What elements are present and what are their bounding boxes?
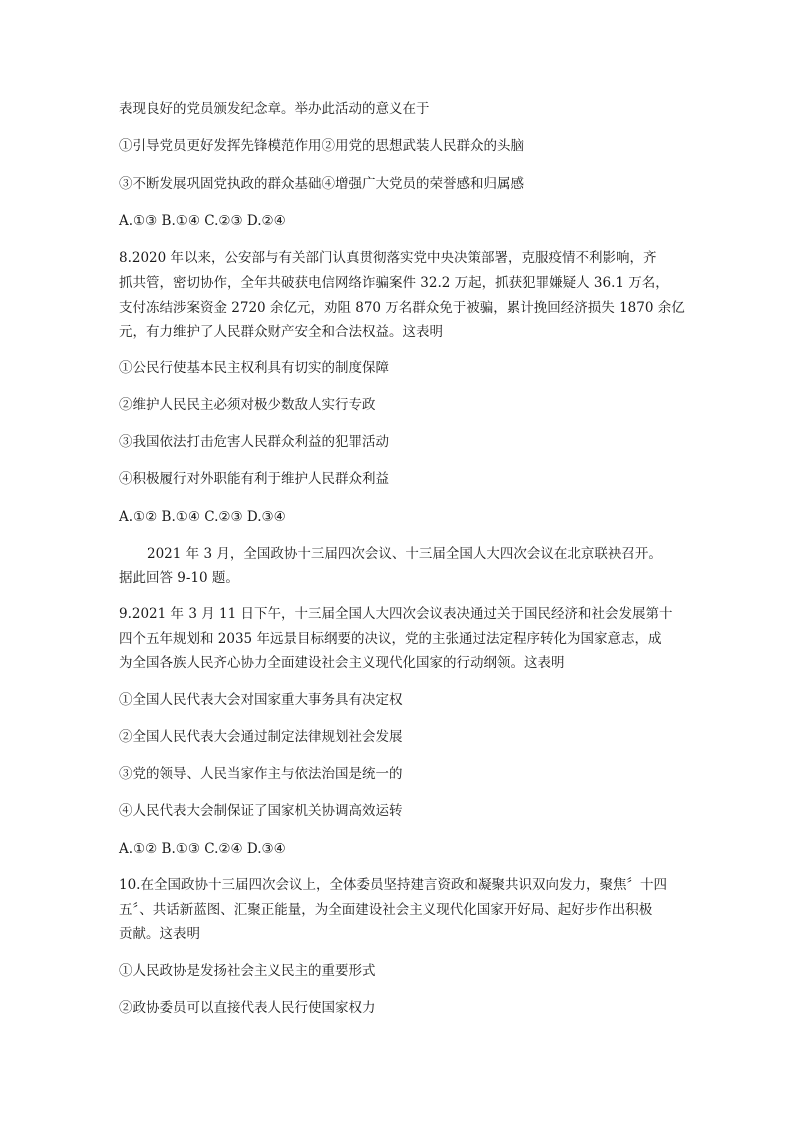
- q10-option-2: ②政协委员可以直接代表人民行使国家权力: [119, 1000, 376, 1016]
- q8-stem-line-4: 元，有力维护了人民群众财产安全和合法权益。这表明: [119, 324, 443, 340]
- q7-option-line-1: ①引导党员更好发挥先锋模范作用②用党的思想武装人民群众的头脑: [119, 138, 524, 154]
- q8-option-4: ④积极履行对外职能有利于维护人民群众利益: [119, 471, 389, 487]
- q9-stem-line-1: 9.2021 年 3 月 11 日下午，十三届全国人大四次会议表决通过关于国民经济和社会发展第十: [119, 606, 673, 622]
- q7-stem-tail: 表现良好的党员颁发纪念章。举办此活动的意义在于: [119, 101, 430, 117]
- q9-stem-line-2: 四个五年规划和 2035 年远景目标纲要的决议，党的主张通过法定程序转化为国家意志，成: [119, 631, 662, 647]
- q8-stem-line-1: 8.2020 年以来，公安部与有关部门认真贯彻落实党中央决策部署，克服疫情不利影响，齐: [119, 250, 657, 266]
- q10-stem-line-3: 贡献。这表明: [119, 926, 200, 942]
- q10-stem-line-1: 10.在全国政协十三届四次会议上，全体委员坚持建言资政和凝聚共识双向发力，聚焦〞十四: [119, 877, 667, 893]
- q8-option-1: ①公民行使基本民主权利具有切实的制度保障: [119, 360, 389, 376]
- q9-option-4: ④人民代表大会制保证了国家机关协调高效运转: [119, 803, 403, 819]
- q8-answer-choices: A.①② B.①④ C.②③ D.③④: [119, 509, 286, 525]
- q7-answer-choices: A.①③ B.①④ C.②③ D.②④: [119, 213, 286, 229]
- q8-stem-line-2: 抓共管，密切协作，全年共破获电信网络诈骗案件 32.2 万起，抓获犯罪嫌疑人 36.1 万名，: [119, 275, 669, 291]
- q10-stem-line-2: 五〞、共话新蓝图、汇聚正能量，为全面建设社会主义现代化国家开好局、起好步作出积极: [119, 902, 653, 918]
- q9-stem-line-3: 为全国各族人民齐心协力全面建设社会主义现代化国家的行动纲领。这表明: [119, 655, 565, 671]
- material-intro-line-2: 据此回答 9-10 题。: [119, 570, 239, 586]
- q9-answer-choices: A.①② B.①③ C.②④ D.③④: [119, 841, 286, 857]
- q9-option-1: ①全国人民代表大会对国家重大事务具有决定权: [119, 692, 403, 708]
- q7-option-line-2: ③不断发展巩固党执政的群众基础④增强广大党员的荣誉感和归属感: [119, 176, 524, 192]
- q8-stem-line-3: 支付冻结涉案资金 2720 余亿元，劝阻 870 万名群众免于被骗，累计挽回经济损失 1870 余亿: [119, 300, 685, 316]
- q9-option-2: ②全国人民代表大会通过制定法律规划社会发展: [119, 729, 403, 745]
- q8-option-2: ②维护人民民主必须对极少数敌人实行专政: [119, 397, 376, 413]
- q10-option-1: ①人民政协是发扬社会主义民主的重要形式: [119, 963, 376, 979]
- material-intro-line-1: 2021 年 3 月，全国政协十三届四次会议、十三届全国人大四次会议在北京联袂召开。: [147, 546, 662, 562]
- q9-option-3: ③党的领导、人民当家作主与依法治国是统一的: [119, 766, 403, 782]
- q8-option-3: ③我国依法打击危害人民群众利益的犯罪活动: [119, 434, 389, 450]
